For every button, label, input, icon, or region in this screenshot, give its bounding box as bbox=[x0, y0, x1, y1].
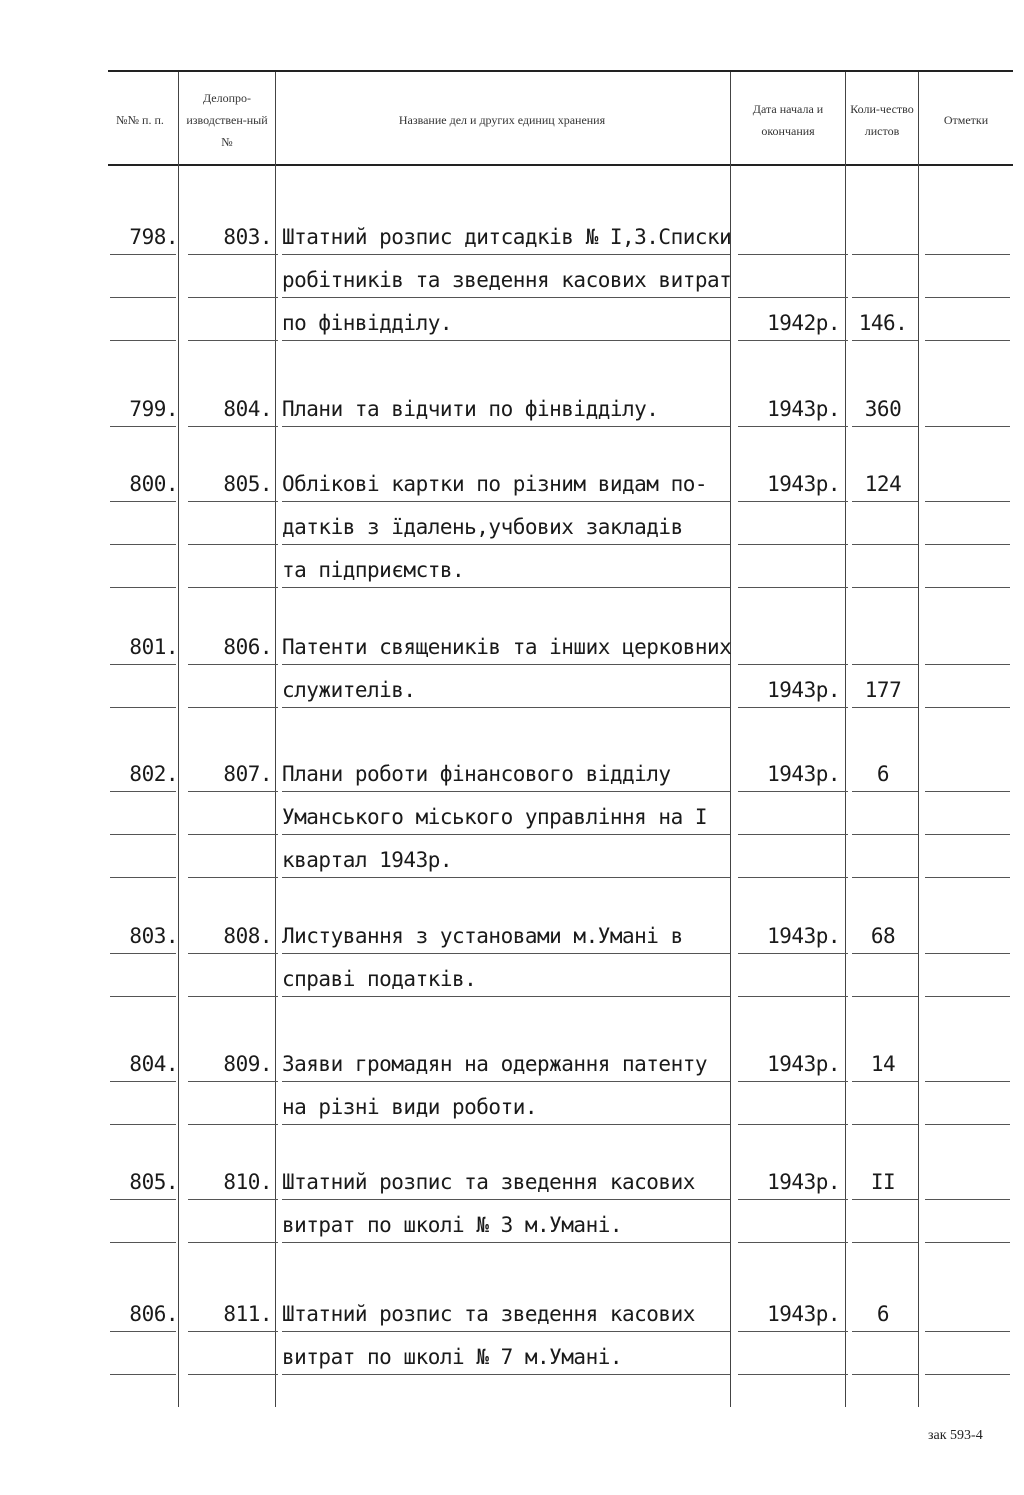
table-row bbox=[110, 1039, 1010, 1082]
record-title-line: Уманського міського управління на I bbox=[282, 805, 708, 829]
row-rule bbox=[738, 1374, 848, 1375]
case-number: 807. bbox=[223, 762, 272, 786]
record-title-line: витрат по школі № 3 м.Умані. bbox=[282, 1213, 623, 1237]
record-title-line: Патенти священиків та інших церковних bbox=[282, 635, 732, 659]
table-row bbox=[110, 749, 1010, 792]
record-title-line: датків з їдалень,учбових закладів bbox=[282, 515, 683, 539]
case-number: 803. bbox=[223, 225, 272, 249]
record-title-line: квартал 1943р. bbox=[282, 848, 453, 872]
table-row bbox=[110, 1289, 1010, 1332]
record-title-line: витрат по школі № 7 м.Умані. bbox=[282, 1345, 623, 1369]
row-rule bbox=[925, 996, 1010, 997]
row-rule bbox=[110, 996, 176, 997]
row-rule bbox=[188, 587, 278, 588]
row-rule bbox=[925, 1374, 1010, 1375]
row-rule bbox=[852, 1242, 918, 1243]
record-number: 804. bbox=[129, 1052, 178, 1076]
row-rule bbox=[282, 707, 730, 708]
sheet-count: 124 bbox=[864, 472, 902, 496]
row-rule bbox=[852, 340, 918, 341]
record-title-line: Листування з установами м.Умані в bbox=[282, 924, 683, 948]
row-rule bbox=[738, 1242, 848, 1243]
row-rule bbox=[738, 340, 848, 341]
table-row bbox=[110, 835, 1010, 878]
record-title-line: Штатний розпис дитсадків № I,3.Списки bbox=[282, 225, 732, 249]
record-title-line: Заяви громадян на одержання патенту bbox=[282, 1052, 708, 1076]
row-rule bbox=[282, 1242, 730, 1243]
case-number: 804. bbox=[223, 397, 272, 421]
record-number: 801. bbox=[129, 635, 178, 659]
record-title-line: Штатний розпис та зведення касових bbox=[282, 1170, 695, 1194]
row-rule bbox=[925, 340, 1010, 341]
row-rule bbox=[852, 707, 918, 708]
record-date: 1942р. bbox=[767, 311, 840, 335]
row-rule bbox=[925, 426, 1010, 427]
row-rule bbox=[110, 340, 176, 341]
table-row bbox=[110, 1082, 1010, 1125]
record-title-line: Облікові картки по різним видам по- bbox=[282, 472, 708, 496]
row-rule bbox=[852, 426, 918, 427]
row-rule bbox=[925, 877, 1010, 878]
row-rule bbox=[925, 1242, 1010, 1243]
record-date: 1943р. bbox=[767, 762, 840, 786]
record-title-line: служителів. bbox=[282, 678, 416, 702]
row-rule bbox=[110, 877, 176, 878]
sheet-count: 6 bbox=[876, 1302, 890, 1326]
row-rule bbox=[282, 996, 730, 997]
row-rule bbox=[852, 587, 918, 588]
record-title-line: Штатний розпис та зведення касових bbox=[282, 1302, 695, 1326]
record-date: 1943р. bbox=[767, 1170, 840, 1194]
record-number: 802. bbox=[129, 762, 178, 786]
row-rule bbox=[738, 587, 848, 588]
row-rule bbox=[188, 426, 278, 427]
record-title-line: по фінвідділу. bbox=[282, 311, 453, 335]
row-rule bbox=[282, 1124, 730, 1125]
sheet-count: 68 bbox=[870, 924, 896, 948]
row-rule bbox=[282, 1374, 730, 1375]
sheet-count: II bbox=[870, 1170, 896, 1194]
row-rule bbox=[852, 877, 918, 878]
record-date: 1943р. bbox=[767, 1302, 840, 1326]
table-row bbox=[110, 384, 1010, 427]
record-date: 1943р. bbox=[767, 924, 840, 948]
row-rule bbox=[282, 426, 730, 427]
row-rule bbox=[188, 877, 278, 878]
sheet-count: 177 bbox=[864, 678, 902, 702]
header-notes: Отметки bbox=[943, 113, 989, 127]
record-date: 1943р. bbox=[767, 1052, 840, 1076]
table-row bbox=[110, 665, 1010, 708]
row-rule bbox=[188, 996, 278, 997]
case-number: 811. bbox=[223, 1302, 272, 1326]
case-number: 806. bbox=[223, 635, 272, 659]
table-row bbox=[110, 502, 1010, 545]
row-rule bbox=[282, 877, 730, 878]
row-rule bbox=[282, 587, 730, 588]
record-title-line: та підприємств. bbox=[282, 558, 465, 582]
row-rule bbox=[852, 1374, 918, 1375]
record-number: 799. bbox=[129, 397, 178, 421]
row-rule bbox=[852, 996, 918, 997]
case-number: 810. bbox=[223, 1170, 272, 1194]
record-title-line: справі податків. bbox=[282, 967, 477, 991]
header-title: Название дел и других единиц хранения bbox=[398, 113, 606, 127]
table-row bbox=[110, 545, 1010, 588]
row-rule bbox=[188, 1374, 278, 1375]
record-title-line: на різні види роботи. bbox=[282, 1095, 538, 1119]
row-rule bbox=[282, 340, 730, 341]
record-title-line: Плани роботи фінансового відділу bbox=[282, 762, 671, 786]
table-row bbox=[110, 255, 1010, 298]
row-rule bbox=[738, 707, 848, 708]
sheet-count: 14 bbox=[870, 1052, 896, 1076]
header-sheet-count: Коли-чество листов bbox=[850, 102, 914, 138]
row-rule bbox=[925, 707, 1010, 708]
row-rule bbox=[738, 877, 848, 878]
row-rule bbox=[110, 426, 176, 427]
record-number: 800. bbox=[129, 472, 178, 496]
sheet-count: 6 bbox=[876, 762, 890, 786]
row-rule bbox=[925, 587, 1010, 588]
header-num: №№ п. п. bbox=[116, 113, 164, 127]
row-rule bbox=[110, 1374, 176, 1375]
table-row bbox=[110, 954, 1010, 997]
row-rule bbox=[738, 1124, 848, 1125]
row-rule bbox=[738, 426, 848, 427]
sheet-count: 146. bbox=[858, 311, 908, 335]
table-row bbox=[110, 1200, 1010, 1243]
row-rule bbox=[852, 1124, 918, 1125]
table-row bbox=[110, 298, 1010, 341]
case-number: 808. bbox=[223, 924, 272, 948]
table-row bbox=[110, 622, 1010, 665]
sheet-count: 360 bbox=[864, 397, 902, 421]
order-number: зак 593-4 bbox=[928, 1428, 983, 1443]
row-rule bbox=[110, 1242, 176, 1243]
table-row bbox=[110, 911, 1010, 954]
record-date: 1943р. bbox=[767, 472, 840, 496]
case-number: 805. bbox=[223, 472, 272, 496]
record-number: 803. bbox=[129, 924, 178, 948]
record-number: 806. bbox=[129, 1302, 178, 1326]
row-rule bbox=[188, 1124, 278, 1125]
row-rule bbox=[738, 996, 848, 997]
record-number: 798. bbox=[129, 225, 178, 249]
record-title-line: Плани та відчити по фінвідділу. bbox=[282, 397, 659, 421]
row-rule bbox=[925, 1124, 1010, 1125]
record-title-line: робітників та зведення касових витрат bbox=[282, 268, 732, 292]
table-row bbox=[110, 212, 1010, 255]
record-date: 1943р. bbox=[767, 678, 840, 702]
row-rule bbox=[188, 1242, 278, 1243]
table-row bbox=[110, 1332, 1010, 1375]
row-rule bbox=[188, 340, 278, 341]
table-row bbox=[110, 459, 1010, 502]
header-case-number: Делопро-изводствен-ный № bbox=[186, 91, 268, 149]
row-rule bbox=[110, 707, 176, 708]
row-rule bbox=[188, 707, 278, 708]
top-rule bbox=[108, 70, 1013, 72]
row-rule bbox=[110, 587, 176, 588]
header-dates: Дата начала и окончания bbox=[752, 102, 824, 138]
table-row bbox=[110, 1157, 1010, 1200]
case-number: 809. bbox=[223, 1052, 272, 1076]
record-date: 1943р. bbox=[767, 397, 840, 421]
table-row bbox=[110, 792, 1010, 835]
header-rule bbox=[108, 164, 1013, 166]
record-number: 805. bbox=[129, 1170, 178, 1194]
row-rule bbox=[110, 1124, 176, 1125]
